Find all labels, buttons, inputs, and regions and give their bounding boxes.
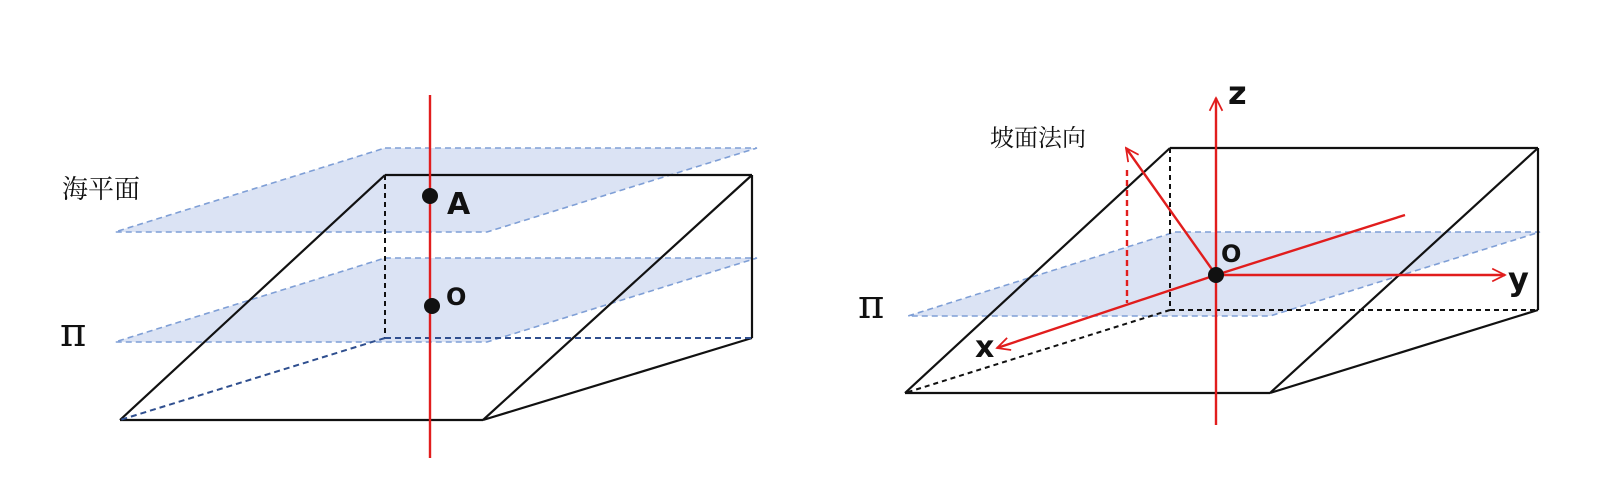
pi-label-right: π [858, 282, 885, 328]
point-o-left [424, 298, 440, 314]
axis-x-label: x [975, 330, 995, 365]
right-figure [858, 74, 1540, 425]
pi-label-left: π [60, 310, 87, 356]
point-a-label: A [447, 187, 471, 222]
sea-level-label: 海平面 [62, 175, 141, 205]
point-o-label-left: O [446, 283, 467, 311]
point-a [422, 188, 438, 204]
sea-level-plane [115, 148, 757, 232]
point-o-right [1208, 267, 1224, 283]
slope-normal-label: 坡面法向 [990, 124, 1086, 152]
axis-z-label: z [1228, 74, 1247, 112]
left-figure [60, 95, 757, 458]
origin-label: O [1221, 240, 1242, 268]
axis-y-label: y [1508, 260, 1529, 298]
